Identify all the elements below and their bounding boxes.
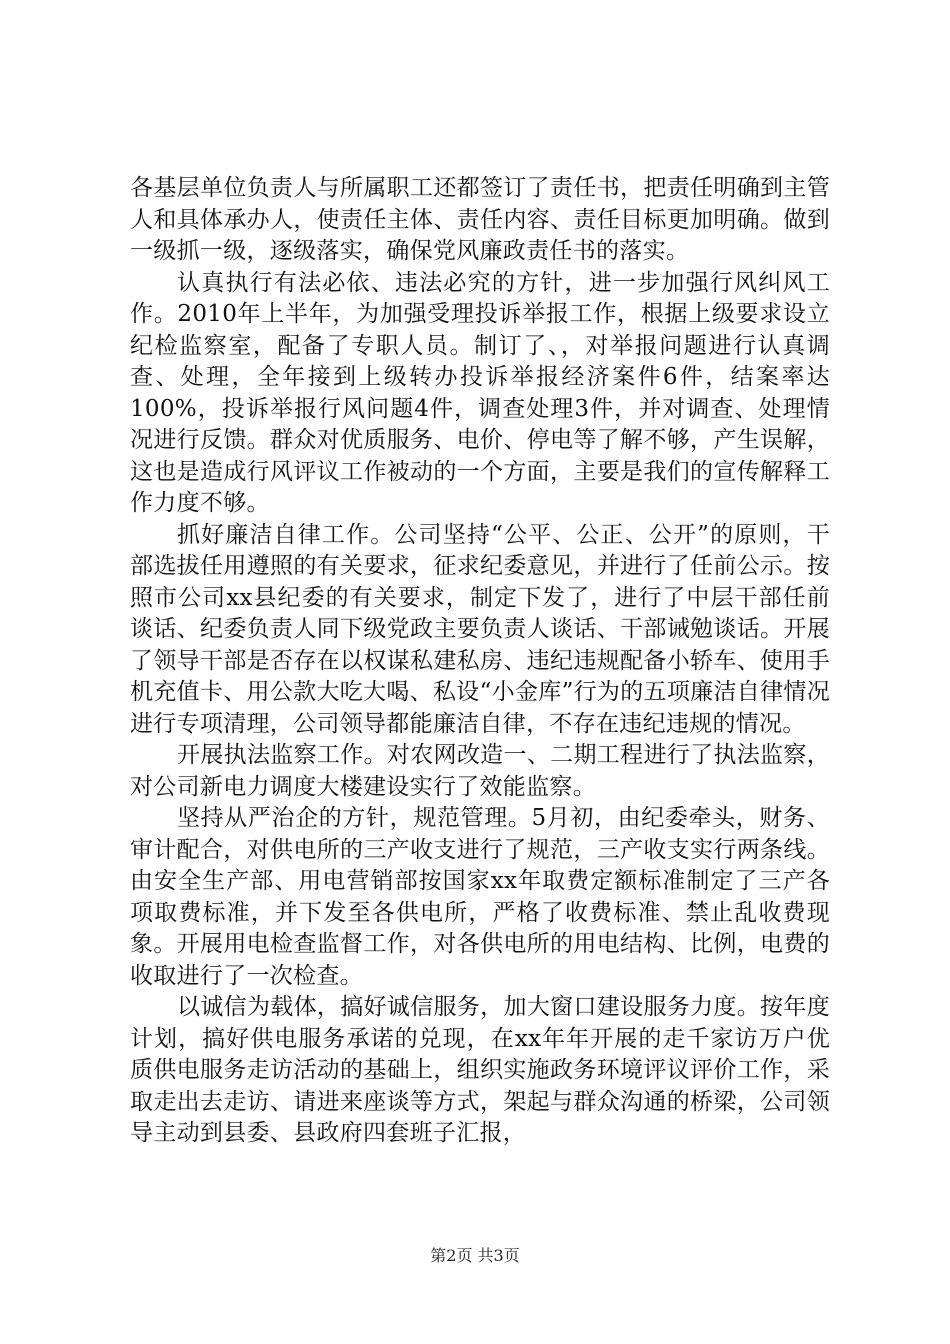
paragraph-1: 各基层单位负责人与所属职工还都签订了责任书，把责任明确到主管人和具体承办人，使责任主体、责任内容、责任目标更加明确。做到一级抓一级，逐级落实，确保党风廉政责任书的落实。	[130, 175, 830, 264]
document-body	[130, 173, 830, 1150]
paragraph-4: 开展执法监察工作。对农网改造一、二期工程进行了执法监察，对公司新电力调度大楼建设实行了效能监察。	[130, 742, 830, 800]
paragraph-6: 以诚信为载体，搞好诚信服务，加大窗口建设服务力度。按年度计划，搞好供电服务承诺的兑现，在xx年年开展的走千家访万户优质供电服务走访活动的基础上，组织实施政务环境评议评价工作，采取走出去走访、请进来座谈等方式，架起与群众沟通的桥梁，公司领导主动到县委、县政府四套班子汇报，	[130, 994, 830, 1146]
paragraph-3: 抓好廉洁自律工作。公司坚持“公平、公正、公开”的原则，干部选拔任用遵照的有关要求，征求纪委意见，并进行了任前公示。按照市公司xx县纪委的有关要求，制定下发了，进行了中层干部任前谈话、纪委负责人同下级党政主要负责人谈话、干部诫勉谈话。开展了领导干部是否存在以权谋私建私房、违纪违规配备小轿车、使用手机充值卡、用公款大吃大喝、私设“小金库”行为的五项廉洁自律情况进行专项清理，公司领导都能廉洁自律，不存在违纪违规的情况。	[130, 521, 830, 737]
paragraph-5: 坚持从严治企的方针，规范管理。5月初，由纪委牵头，财务、审计配合，对供电所的三产收支进行了规范，三产收支实行两条线。由安全生产部、用电营销部按国家xx年取费定额标准制定了三产各项取费标准，并下发至各供电所，严格了收费标准、禁止乱收费现象。开展用电检查监督工作，对各供电所的用电结构、比例，电费的收取进行了一次检查。	[130, 805, 830, 989]
page-number: 第2页 共3页	[430, 1246, 520, 1265]
paragraph-2: 认真执行有法必依、违法必究的方针，进一步加强行风纠风工作。2010年上半年，为加强受理投诉举报工作，根据上级要求设立纪检监察室，配备了专职人员。制订了、，对举报问题进行认真调查、处理，全年接到上级转办投诉举报经济案件6件，结案率达100%，投诉举报行风问题4件，调查处理3件，并对调查、处理情况进行反馈。群众对优质服务、电价、停电等了解不够，产生误解，这也是造成行风评议工作被动的一个方面，主要是我们的宣传解释工作力度不够。	[130, 269, 830, 516]
